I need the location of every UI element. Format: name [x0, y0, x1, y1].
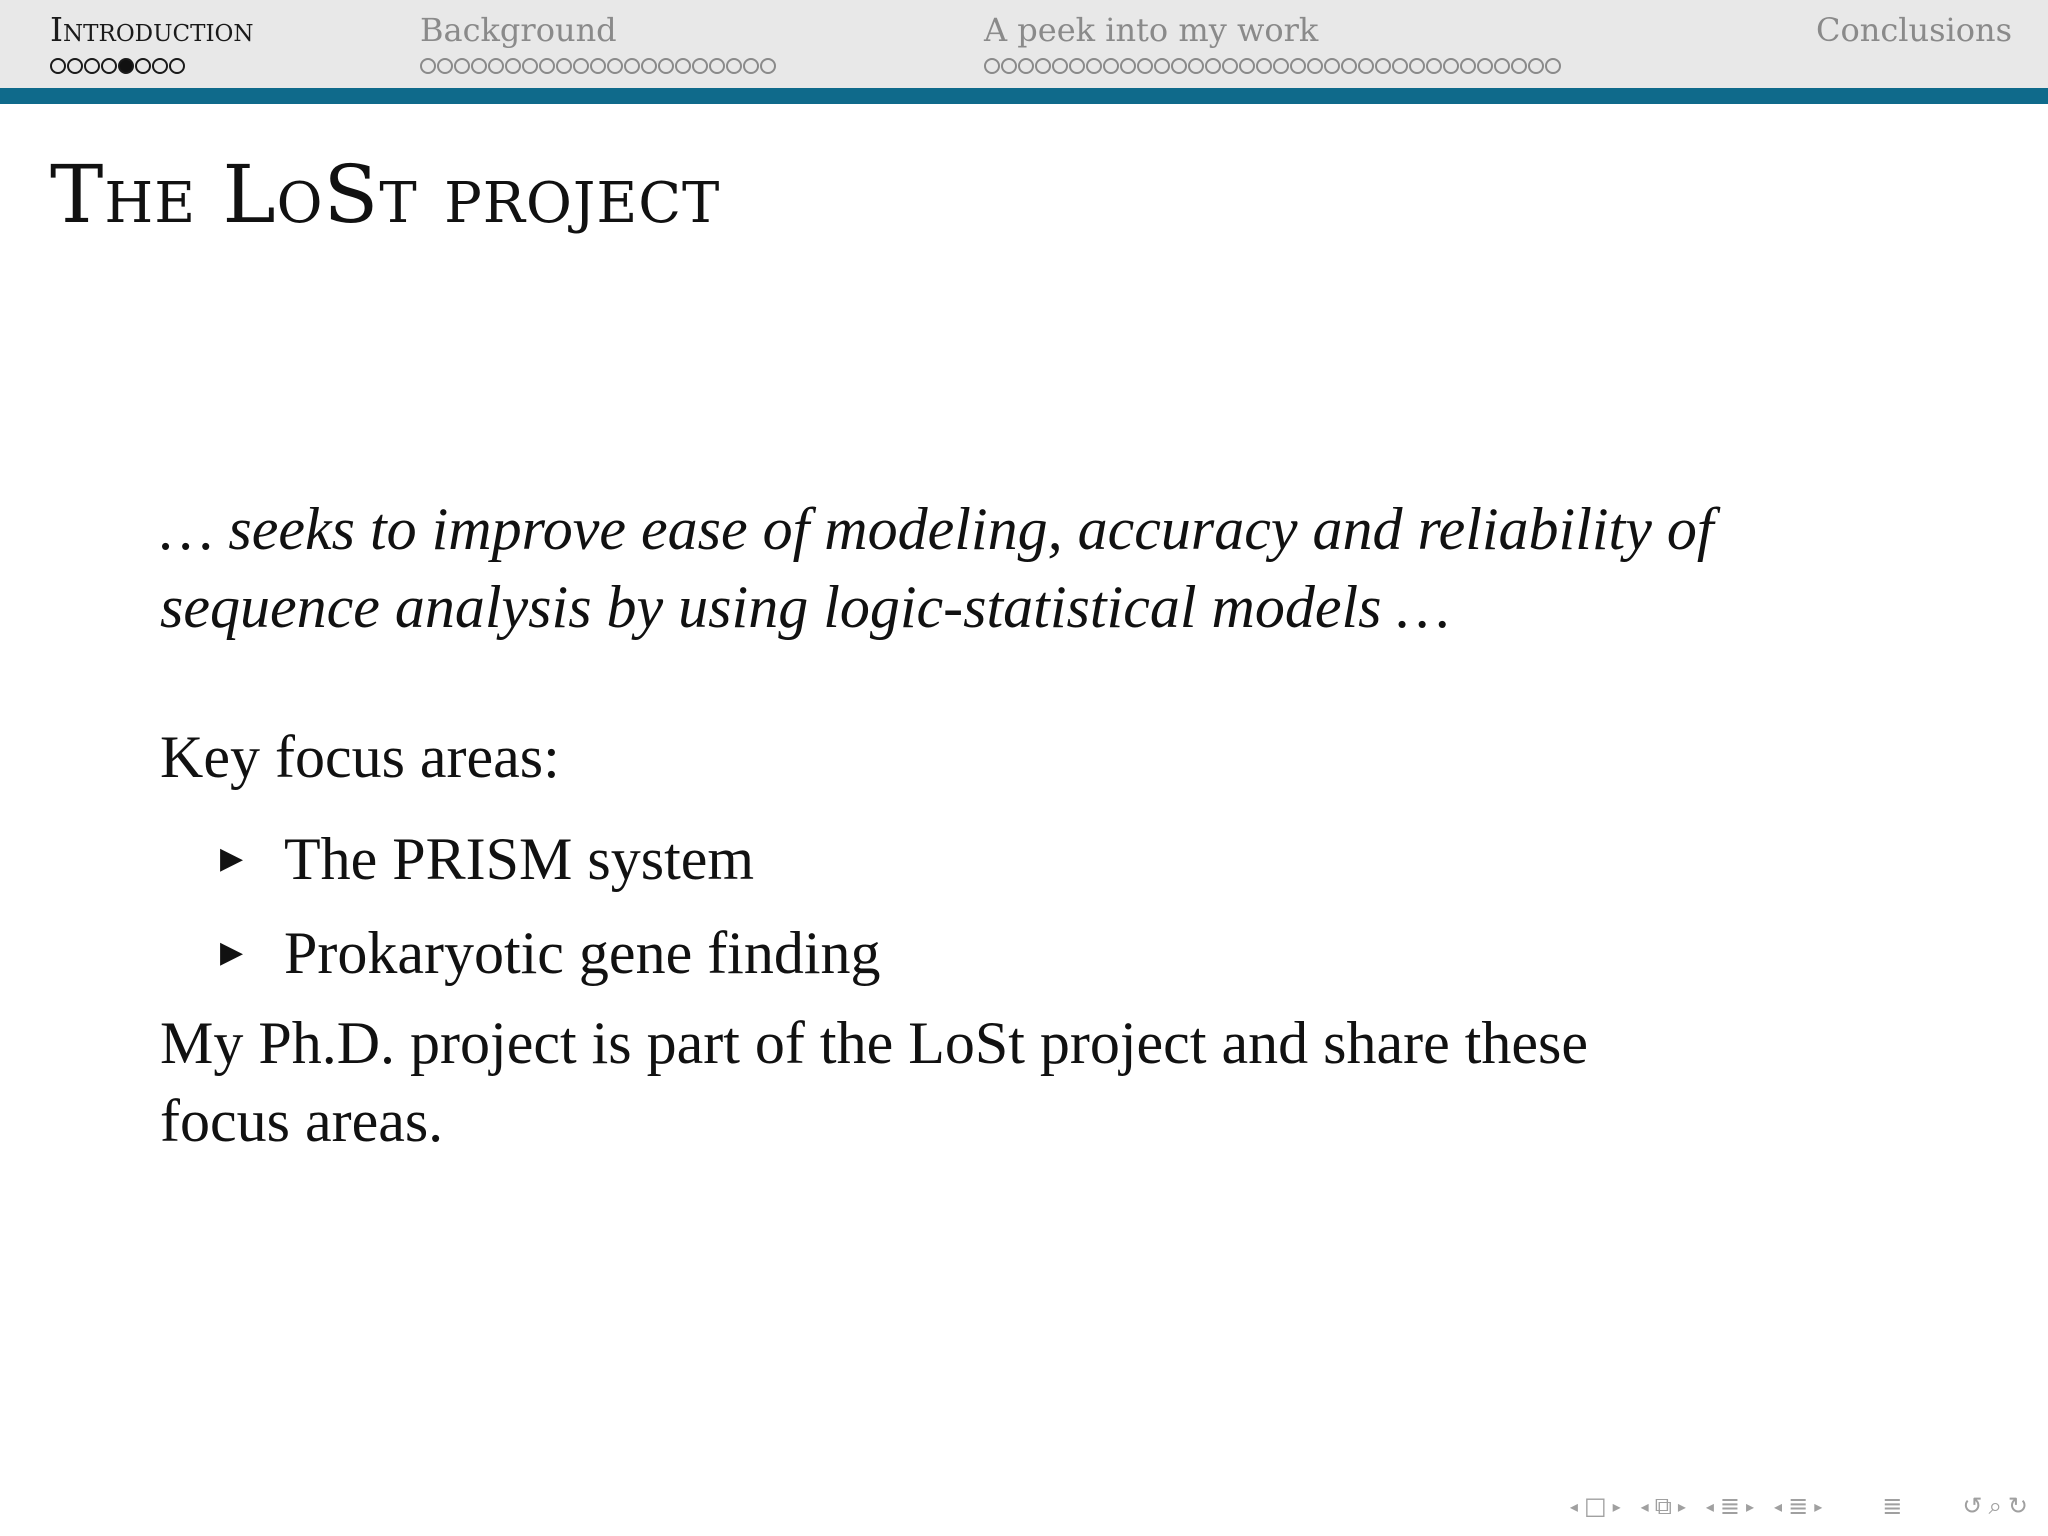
project-quote-line-2: sequence analysis by using logic-statistical models … — [160, 574, 1450, 640]
frame-dot[interactable] — [1205, 58, 1221, 74]
frame-dot[interactable] — [505, 58, 521, 74]
next-part-icon[interactable]: ▸ — [1814, 1496, 1823, 1516]
forward-icon[interactable]: ↻ — [2007, 1492, 2028, 1520]
frame-dot[interactable] — [624, 58, 640, 74]
project-quote-line-1: … seeks to improve ease of modeling, accuracy and reliability of — [160, 496, 1714, 562]
frame-dot[interactable] — [1307, 58, 1323, 74]
search-icon[interactable]: ⌕ — [1988, 1492, 2002, 1520]
frame-dot[interactable] — [1001, 58, 1017, 74]
next-subsection-icon[interactable]: ▸ — [1677, 1496, 1686, 1516]
frame-dot[interactable] — [1528, 58, 1544, 74]
frame-dot[interactable] — [1069, 58, 1085, 74]
frame-dot[interactable] — [420, 58, 436, 74]
frame-dot[interactable] — [1409, 58, 1425, 74]
presentation-nav — [1882, 1492, 1902, 1520]
frame-dot[interactable] — [1273, 58, 1289, 74]
frame-dot[interactable] — [437, 58, 453, 74]
triangle-bullet-icon: ▶ — [220, 842, 244, 875]
frame-dot[interactable] — [522, 58, 538, 74]
frame-dot[interactable] — [488, 58, 504, 74]
current-frame-dot[interactable] — [118, 58, 134, 74]
closing-line-1: My Ph.D. project is part of the LoSt project and share these — [160, 1010, 1588, 1076]
focus-area-list — [160, 812, 1800, 1000]
frame-dot[interactable] — [556, 58, 572, 74]
document-nav — [1774, 1492, 1822, 1520]
back-icon[interactable]: ↺ — [1962, 1492, 1983, 1520]
next-section-icon[interactable]: ▸ — [1746, 1496, 1755, 1516]
next-frame-icon[interactable]: ▸ — [1612, 1496, 1621, 1516]
frame-dot[interactable] — [1324, 58, 1340, 74]
subsection-icon[interactable]: ⧉ — [1654, 1492, 1672, 1520]
frame-dot[interactable] — [539, 58, 555, 74]
nav-section-title[interactable]: A peek into my work — [984, 11, 1319, 49]
frame-dot[interactable] — [607, 58, 623, 74]
document-icon[interactable]: ≣ — [1788, 1492, 1809, 1520]
frame-dot[interactable] — [169, 58, 185, 74]
frame-dot[interactable] — [1290, 58, 1306, 74]
frame-dot[interactable] — [1018, 58, 1034, 74]
frame-dot[interactable] — [984, 58, 1000, 74]
frame-dot[interactable] — [641, 58, 657, 74]
frame-dot[interactable] — [573, 58, 589, 74]
frame-dot[interactable] — [1222, 58, 1238, 74]
frame-dot[interactable] — [1426, 58, 1442, 74]
list-item — [160, 906, 1800, 1000]
slide-body — [160, 490, 1800, 1160]
frame-dot[interactable] — [1171, 58, 1187, 74]
list-item — [160, 812, 1800, 906]
section-icon[interactable]: ≣ — [1719, 1492, 1741, 1520]
frame-dot[interactable] — [1086, 58, 1102, 74]
nav-section-conclusions[interactable] — [1816, 10, 2012, 50]
frame-dot[interactable] — [760, 58, 776, 74]
section-nav — [1706, 1492, 1754, 1520]
frame-dot[interactable] — [743, 58, 759, 74]
frame-dot[interactable] — [1375, 58, 1391, 74]
subsection-nav — [1641, 1492, 1686, 1520]
frame-nav — [1570, 1492, 1621, 1520]
frame-dot[interactable] — [1392, 58, 1408, 74]
frame-dot[interactable] — [84, 58, 100, 74]
frame-dot[interactable] — [67, 58, 83, 74]
nav-section-title[interactable]: Conclusions — [1816, 11, 2013, 49]
frame-dot[interactable] — [1341, 58, 1357, 74]
frame-dot[interactable] — [1103, 58, 1119, 74]
previous-part-icon[interactable]: ◂ — [1774, 1496, 1783, 1516]
presentation-icon[interactable]: ≣ — [1882, 1492, 1903, 1520]
frame-dot[interactable] — [471, 58, 487, 74]
frame-dot[interactable] — [1239, 58, 1255, 74]
frame-dot[interactable] — [1460, 58, 1476, 74]
beamer-navigation-controls — [1560, 1486, 2028, 1526]
nav-section-background[interactable] — [420, 10, 776, 76]
closing-line-2: focus areas. — [160, 1088, 444, 1154]
section-navigation-bar — [0, 0, 2048, 88]
history-nav — [1962, 1492, 2028, 1520]
frame-dot[interactable] — [101, 58, 117, 74]
nav-section-peek-into-my-work[interactable] — [984, 10, 1561, 76]
frame-dot[interactable] — [1511, 58, 1527, 74]
list-item-label: The PRISM system — [284, 826, 755, 892]
header-rule — [0, 88, 2048, 104]
nav-section-introduction[interactable] — [50, 10, 254, 76]
frame-dot[interactable] — [1188, 58, 1204, 74]
frame-dot[interactable] — [1035, 58, 1051, 74]
frame-dot[interactable] — [454, 58, 470, 74]
frame-dot[interactable] — [1256, 58, 1272, 74]
frame-dot[interactable] — [50, 58, 66, 74]
frame-dot[interactable] — [658, 58, 674, 74]
frame-dot[interactable] — [590, 58, 606, 74]
nav-dots — [984, 56, 1561, 76]
previous-section-icon[interactable]: ◂ — [1705, 1496, 1714, 1516]
frame-dot[interactable] — [1545, 58, 1561, 74]
frame-dot[interactable] — [692, 58, 708, 74]
nav-section-title[interactable]: Introduction — [50, 10, 254, 49]
frame-dot[interactable] — [709, 58, 725, 74]
previous-subsection-icon[interactable]: ◂ — [1640, 1496, 1649, 1516]
frame-dot[interactable] — [1443, 58, 1459, 74]
nav-dots — [420, 56, 776, 76]
frame-dot[interactable] — [675, 58, 691, 74]
frame-icon[interactable]: □ — [1583, 1492, 1607, 1520]
key-focus-heading: Key focus areas: — [160, 724, 560, 790]
list-item-label: Prokaryotic gene finding — [284, 920, 881, 986]
nav-section-title[interactable]: Background — [420, 11, 617, 49]
frame-dot[interactable] — [152, 58, 168, 74]
triangle-bullet-icon: ▶ — [220, 936, 244, 969]
frame-dot[interactable] — [726, 58, 742, 74]
frame-dot[interactable] — [1494, 58, 1510, 74]
slide-title: The LoSt project — [50, 148, 721, 241]
frame-dot[interactable] — [1137, 58, 1153, 74]
frame-dot[interactable] — [135, 58, 151, 74]
frame-dot[interactable] — [1358, 58, 1374, 74]
frame-dot[interactable] — [1052, 58, 1068, 74]
nav-dots — [50, 56, 254, 76]
frame-dot[interactable] — [1154, 58, 1170, 74]
frame-dot[interactable] — [1120, 58, 1136, 74]
frame-dot[interactable] — [1477, 58, 1493, 74]
previous-frame-icon[interactable]: ◂ — [1569, 1496, 1578, 1516]
